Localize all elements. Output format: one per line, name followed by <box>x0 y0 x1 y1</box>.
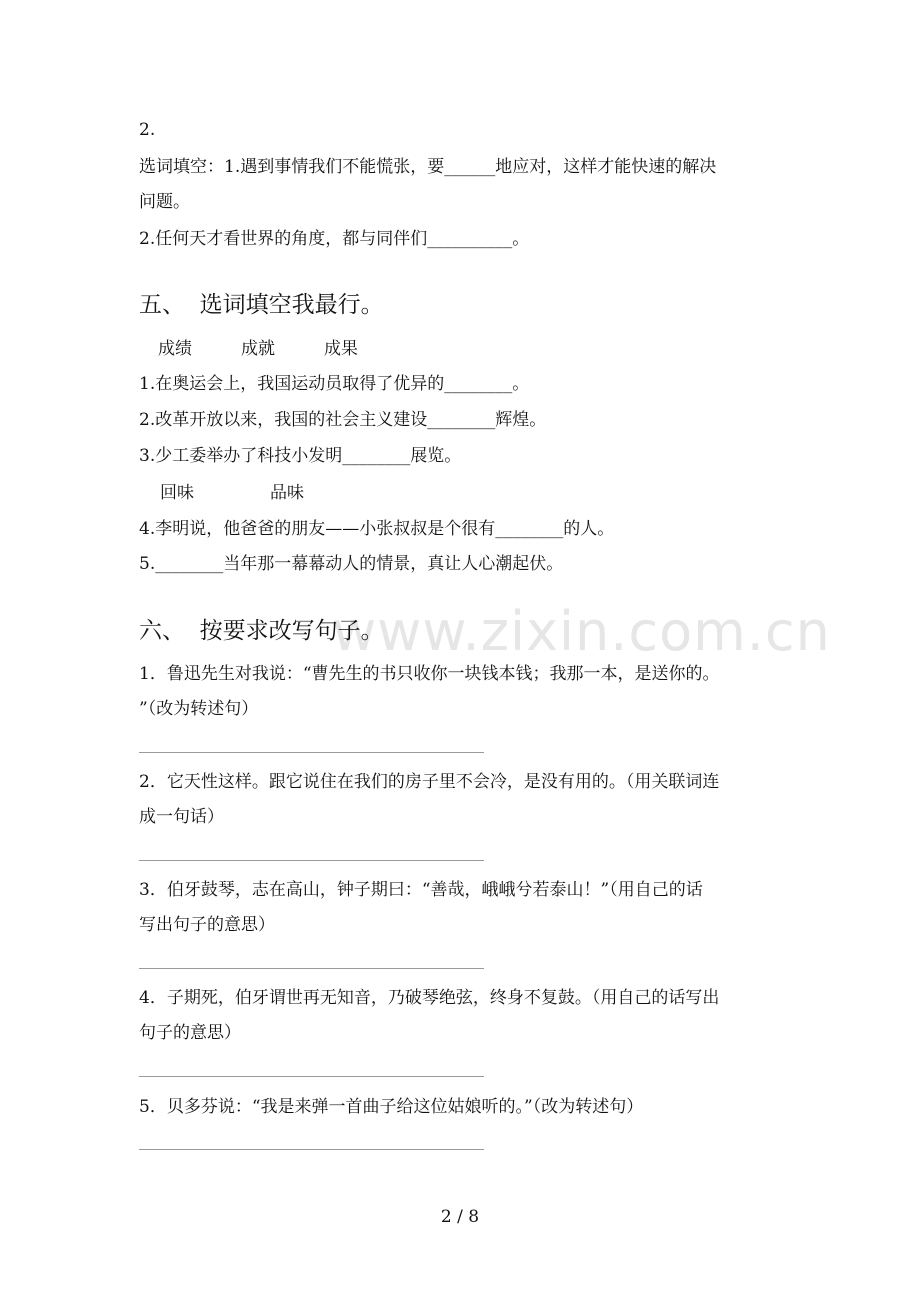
intro-question-line-3: 2.任何天才看世界的角度，都与同伴们__________。 <box>139 229 530 249</box>
section-six-heading: 六、 按要求改写句子。 <box>139 618 384 644</box>
intro-question-line-1: 选词填空：1.遇到事情我们不能慌张，要______地应对，这样才能快速的解决 <box>139 157 717 177</box>
fill-blank-item: 1.在奥运会上，我国运动员取得了优异的________。 <box>139 374 530 394</box>
question-text: 5．贝多芬说：“我是来弹一首曲子给这位姑娘听的。”（改为转述句） <box>139 1097 644 1117</box>
word-option: 成果 <box>324 339 358 359</box>
word-option: 品味 <box>270 483 304 503</box>
word-option: 成绩 <box>158 339 192 359</box>
section-five-heading: 五、 选词填空我最行。 <box>139 292 384 318</box>
answer-line[interactable] <box>139 968 484 969</box>
question-text: 成一句话） <box>139 807 224 827</box>
word-option: 回味 <box>160 483 194 503</box>
fill-blank-item: 2.改革开放以来，我国的社会主义建设________辉煌。 <box>139 410 547 430</box>
page-number: 2 / 8 <box>440 1207 480 1227</box>
question-text: 4．子期死，伯牙谓世再无知音，乃破琴绝弦，终身不复鼓。（用自己的话写出 <box>139 988 720 1008</box>
question-text: 2．它天性这样。跟它说住在我们的房子里不会冷，是没有用的。（用关联词连 <box>139 772 720 792</box>
fill-blank-item: 5.________当年那一幕幕动人的情景，真让人心潮起伏。 <box>139 554 564 574</box>
watermark: www.zixin.com.cn <box>332 600 831 663</box>
question-text: 3．伯牙鼓琴，志在高山，钟子期曰：“善哉，峨峨兮若泰山！”（用自己的话 <box>139 880 703 900</box>
question-text: 写出句子的意思） <box>139 915 275 935</box>
word-option: 成就 <box>241 339 275 359</box>
answer-line[interactable] <box>139 1149 484 1150</box>
answer-line[interactable] <box>139 860 484 861</box>
intro-question-line-2: 问题。 <box>139 192 190 212</box>
fill-blank-item: 4.李明说，他爸爸的朋友——小张叔叔是个很有________的人。 <box>139 519 615 539</box>
answer-line[interactable] <box>139 752 484 753</box>
question-text: 1．鲁迅先生对我说：“曹先生的书只收你一块钱本钱；我那一本，是送你的。 <box>139 664 720 684</box>
answer-line[interactable] <box>139 1076 484 1077</box>
question-text: ”（改为转述句） <box>139 699 259 719</box>
question-text: 句子的意思） <box>139 1023 241 1043</box>
question-number: 2. <box>139 120 156 140</box>
fill-blank-item: 3.少工委举办了科技小发明________展览。 <box>139 446 462 466</box>
